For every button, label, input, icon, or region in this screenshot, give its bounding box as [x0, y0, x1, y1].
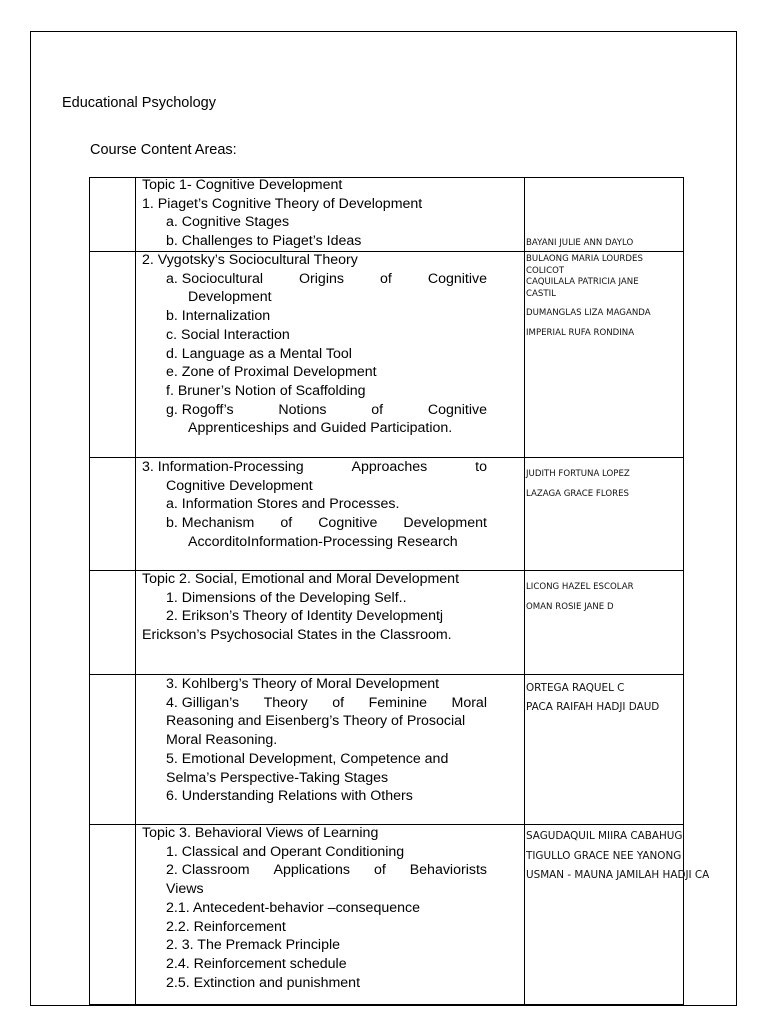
- word: Applications: [273, 862, 351, 879]
- word: Moral: [451, 694, 487, 711]
- word: 3. Information-Processing: [142, 459, 304, 475]
- topic-subitem: a. Cognitive Stages: [166, 214, 290, 231]
- word: Feminine: [368, 694, 427, 711]
- topic-subitem: [142, 514, 487, 533]
- topic-subitem: f. Bruner’s Notion of Scaffolding: [166, 382, 366, 399]
- assigned-names: [526, 238, 633, 248]
- topic-heading: Topic 1- Cognitive Development: [142, 177, 343, 193]
- topic-item-cont: Views: [166, 881, 204, 898]
- topic-heading: Topic 2. Social, Emotional and Moral Development: [142, 571, 460, 587]
- topic-subitem: 2.2. Reinforcement: [166, 918, 286, 935]
- topic-item: 2. Vygotsky’s Sociocultural Theory: [142, 252, 358, 268]
- topic-subitem: 2.4. Reinforcement schedule: [166, 955, 347, 972]
- student-name: BAYANI JULIE ANN DAYLO: [526, 238, 634, 248]
- student-name: IMPERIAL RUFA RONDINA: [526, 327, 635, 338]
- student-name: TIGULLO GRACE NEE YANONG: [526, 849, 682, 862]
- topic-subitem: b. Challenges to Piaget’s Ideas: [166, 233, 362, 250]
- student-name: ORTEGA RAQUEL C: [526, 682, 625, 694]
- student-name: LAZAGA GRACE FLORES: [526, 489, 629, 499]
- topic-item: 1. Classical and Operant Conditioning: [166, 843, 405, 860]
- word: of: [280, 515, 293, 532]
- topic-subitem-cont: Development: [188, 289, 272, 306]
- student-name: BULAONG MARIA LOURDES: [526, 254, 643, 264]
- student-name: DUMANGLAS LIZA MAGANDA: [526, 308, 651, 318]
- word: of: [379, 270, 392, 287]
- topic-item-cont: Cognitive Development: [166, 477, 313, 494]
- word: of: [332, 694, 345, 711]
- word: Theory: [263, 694, 308, 711]
- topic-item: 1. Piaget’s Cognitive Theory of Development: [142, 195, 423, 212]
- student-name: SAGUDAQUIL MIIRA CABAHUG: [526, 830, 683, 842]
- word: Behaviorists: [409, 862, 487, 879]
- assigned-names: [526, 827, 709, 886]
- section-heading: Course Content Areas:: [90, 142, 237, 158]
- topic-cell: [142, 824, 487, 992]
- topic-subitem: 2. 3. The Premack Principle: [166, 937, 341, 954]
- topic-item: [142, 694, 487, 713]
- assigned-names: [526, 464, 630, 504]
- topic-item: [142, 458, 487, 477]
- assigned-names: [526, 679, 659, 717]
- topic-item-cont: Reasoning and Eisenberg’s Theory of Prosocial: [166, 713, 466, 730]
- topic-item: 2. Erikson’s Theory of Identity Developmentj: [166, 608, 444, 625]
- word: b. Mechanism: [166, 515, 255, 532]
- topic-item: 1. Dimensions of the Developing Self..: [166, 589, 407, 606]
- word: a. Sociocultural: [166, 270, 263, 287]
- document-title: Educational Psychology: [62, 95, 216, 111]
- student-name: COLICOT: [526, 265, 565, 276]
- table-column-divider: [524, 177, 525, 1005]
- topic-cell: [142, 570, 487, 645]
- word: g. Rogoff’s: [166, 401, 234, 418]
- topic-cell: [142, 251, 487, 438]
- word: 4. Gilligan’s: [166, 694, 240, 711]
- word: Notions: [278, 401, 327, 418]
- word: Cognitive: [318, 515, 378, 532]
- student-name: LICONG HAZEL ESCOLAR: [526, 582, 634, 592]
- topic-subitem-cont: AccorditoInformation-Processing Research: [188, 533, 458, 550]
- topic-subitem-cont: Apprenticeships and Guided Participation.: [188, 420, 453, 437]
- word: Cognitive: [427, 401, 487, 418]
- topic-item: 5. Emotional Development, Competence and: [166, 750, 449, 767]
- topic-subitem: c. Social Interaction: [166, 326, 290, 343]
- word: Development: [403, 515, 487, 532]
- topic-subitem: a. Information Stores and Processes.: [166, 496, 400, 513]
- student-name: CAQUILALA PATRICIA JANE: [526, 277, 639, 287]
- topic-item: 6. Understanding Relations with Others: [166, 788, 413, 805]
- student-name: OMAN ROSIE JANE D: [526, 602, 614, 612]
- table-column-divider: [135, 177, 136, 1005]
- topic-cell: [142, 458, 487, 552]
- assigned-names: [526, 577, 634, 617]
- student-name: USMAN - MAUNA JAMILAH HADJI CA: [526, 869, 710, 881]
- topic-item: [142, 861, 487, 880]
- topic-item-cont: Erickson’s Psychosocial States in the Classroom.: [142, 627, 452, 644]
- topic-cell: [142, 675, 487, 806]
- topic-item-cont: Selma’s Perspective-Taking Stages: [166, 769, 389, 786]
- topic-subitem: d. Language as a Mental Tool: [166, 345, 352, 362]
- assigned-names: [526, 254, 651, 339]
- student-name: CASTIL: [526, 288, 556, 299]
- word: of: [373, 862, 386, 879]
- student-name: PACA RAIFAH HADJI DAUD: [526, 701, 660, 713]
- table-row-divider: [89, 1004, 684, 1005]
- word: Approaches: [351, 459, 428, 475]
- word: 2. Classroom: [166, 862, 250, 879]
- topic-item: 3. Kohlberg’s Theory of Moral Development: [166, 676, 440, 692]
- word: Origins: [299, 270, 344, 287]
- word: of: [371, 401, 384, 418]
- topic-subitem: 2.5. Extinction and punishment: [166, 974, 361, 991]
- topic-subitem: b. Internalization: [166, 308, 271, 325]
- student-name: JUDITH FORTUNA LOPEZ: [526, 469, 630, 479]
- word: Cognitive: [427, 270, 487, 287]
- word: to: [475, 459, 487, 475]
- topic-cell: [142, 176, 422, 251]
- topic-subitem: e. Zone of Proximal Development: [166, 364, 377, 381]
- topic-subitem: [142, 401, 487, 420]
- topic-subitem: [142, 270, 487, 289]
- topic-item-cont: Moral Reasoning.: [166, 732, 278, 749]
- topic-heading: Topic 3. Behavioral Views of Learning: [142, 825, 379, 841]
- topic-subitem: 2.1. Antecedent-behavior –consequence: [166, 899, 420, 916]
